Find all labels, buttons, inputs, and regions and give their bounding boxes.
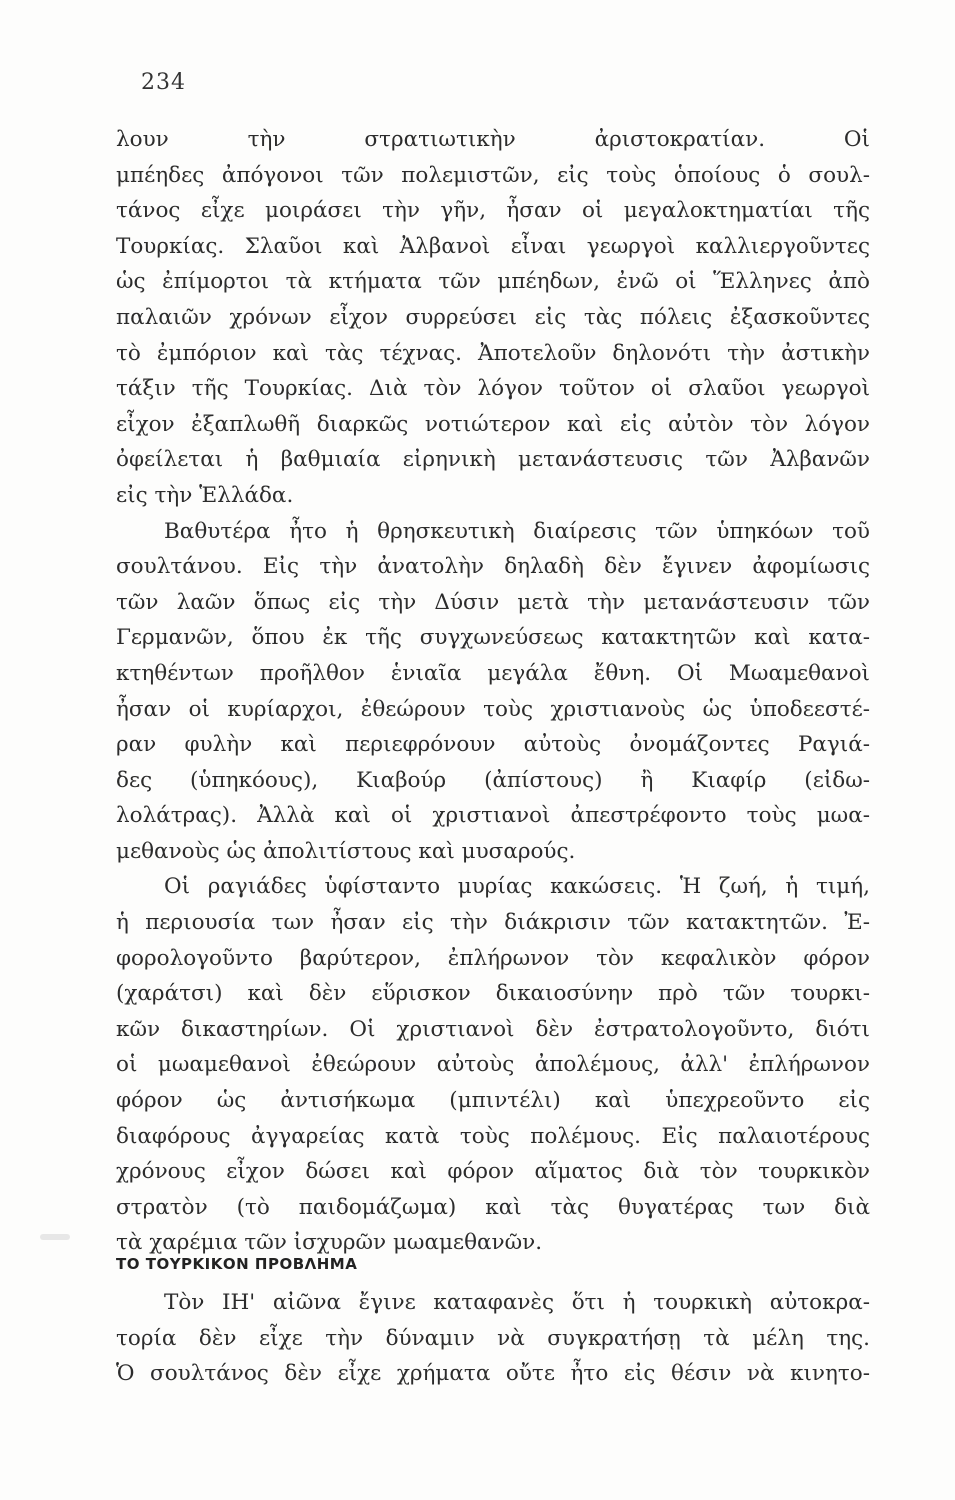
text-line: Οἱ ραγιάδες ὑφίσταντο μυρίας κακώσεις. Ἡ ζωή, ἡ τιμή, [164,874,870,900]
text-line: Ὁ σουλτάνος δὲν εἶχε χρήματα οὔτε ἦτο εἰς θέσιν νὰ κινητο- [116,1361,870,1387]
text-line: φορολογοῦντο βαρύτερον, ἐπλήρωνον τὸν κεφαλικὸν φόρον [116,945,870,971]
text-line: λολάτρας). Ἀλλὰ καὶ οἱ χριστιανοὶ ἀπεστρέφοντο τοὺς μωα- [116,803,870,829]
text-line: Βαθυτέρα ἦτο ἡ θρησκευτικὴ διαίρεσις τῶν ὑπηκόων τοῦ [164,518,870,544]
text-line: ἦσαν οἱ κυρίαρχοι, ἐθεώρουν τοὺς χριστιανοὺς ὡς ὑποδεεστέ- [116,696,870,722]
text-line: οἱ μωαμεθανοὶ ἐθεώρουν αὐτοὺς ἀπολέμους, ἀλλ' ἐπλήρωνον [116,1052,870,1078]
text-line: τάνος εἶχε μοιράσει τὴν γῆν, ἦσαν οἱ μεγαλοκτηματίαι τῆς [116,198,870,224]
text-line: διαφόρους ἀγγαρείας κατὰ τοὺς πολέμους. Εἰς παλαιοτέρους [116,1123,870,1149]
text-line: τὸ ἐμπόριον καὶ τὰς τέχνας. Ἀποτελοῦν δηλονότι τὴν ἀστικὴν [116,340,870,366]
text-line: εἶχον ἐξαπλωθῆ διαρκῶς νοτιώτερον καὶ εἰς αὐτὸν τὸν λόγον [116,411,870,437]
text-line: κῶν δικαστηρίων. Οἱ χριστιανοὶ δὲν ἐστρατολογοῦντο, διότι [116,1016,870,1042]
text-line: μεθανοὺς ὡς ἀπολιτίστους καὶ μυσαρούς. [116,838,576,864]
text-line: ἡ περιουσία των ἦσαν εἰς τὴν διάκρισιν τῶν κατακτητῶν. Ἐ- [116,910,870,936]
page-smudge [40,1234,70,1240]
text-line: στρατὸν (τὸ παιδομάζωμα) καὶ τὰς θυγατέρας των διὰ [116,1194,870,1220]
text-line: τάξιν τῆς Τουρκίας. Διὰ τὸν λόγον τοῦτον οἱ σλαῦοι γεωργοὶ [116,376,870,402]
text-line: Τὸν ΙΗ' αἰῶνα ἔγινε καταφανὲς ὅτι ἡ τουρκικὴ αὐτοκρα- [164,1290,870,1315]
text-line: λουν τὴν στρατιωτικὴν ἀριστοκρατίαν. Οἱ [116,127,870,152]
text-line: σουλτάνου. Εἰς τὴν ἀνατολὴν δηλαδὴ δὲν ἔγινεν ἀφομίωσις [116,554,870,580]
text-line: τὰ χαρέμια τῶν ἰσχυρῶν μωαμεθανῶν. [116,1230,543,1256]
section-heading-block [116,1255,357,1273]
text-line: μπέηδες ἀπόγονοι τῶν πολεμιστῶν, εἰς τοὺς ὁποίους ὁ σουλ- [116,162,870,188]
section-text [116,1285,870,1392]
text-line: τορία δὲν εἶχε τὴν δύναμιν νὰ συγκρατήσῃ τὰ μέλη της. [116,1325,870,1351]
text-line: κτηθέντων προῆλθον ἑνιαῖα μεγάλα ἔθνη. Οἱ Μωαμεθανοὶ [116,660,870,686]
text-line: εἰς τὴν Ἑλλάδα. [116,482,294,508]
body-text [116,122,870,1261]
text-line: χρόνους εἶχον δώσει καὶ φόρον αἵματος διὰ τὸν τουρκικὸν [116,1159,870,1185]
page-number: 234 [141,70,186,95]
text-line: τῶν λαῶν ὅπως εἰς τὴν Δύσιν μετὰ τὴν μετανάστευσιν τῶν [116,589,870,615]
text-line: Γερμανῶν, ὅπου ἐκ τῆς συγχωνεύσεως κατακτητῶν καὶ κατα- [116,625,870,651]
section-heading: ΤΟ ΤΟΥΡΚΙΚΟΝ ΠΡΟΒΛΗΜΑ [116,1255,358,1273]
text-line: φόρον ὡς ἀντισήκωμα (μπιντέλι) καὶ ὑπεχρεοῦντο εἰς [116,1088,870,1114]
text-line: Τουρκίας. Σλαῦοι καὶ Ἀλβανοὶ εἶναι γεωργοὶ καλλιεργοῦντες [116,233,870,259]
text-line: ὀφείλεται ἡ βαθμιαία εἰρηνικὴ μετανάστευσις τῶν Ἀλβανῶν [116,447,870,473]
text-line: δες (ὑπηκόους), Κιαβούρ (ἀπίστους) ἢ Κιαφίρ (εἰδω- [116,767,870,793]
text-line: (χαράτσι) καὶ δὲν εὕρισκον δικαιοσύνην πρὸ τῶν τουρκι- [116,981,870,1007]
text-line: ραν φυλὴν καὶ περιεφρόνουν αὐτοὺς ὀνομάζοντες Ραγιά- [116,732,870,758]
text-line: παλαιῶν χρόνων εἶχον συρρεύσει εἰς τὰς πόλεις ἐξασκοῦντες [116,304,870,330]
text-line: ὡς ἐπίμορτοι τὰ κτήματα τῶν μπέηδων, ἐνῶ οἱ Ἕλληνες ἀπὸ [116,269,870,295]
